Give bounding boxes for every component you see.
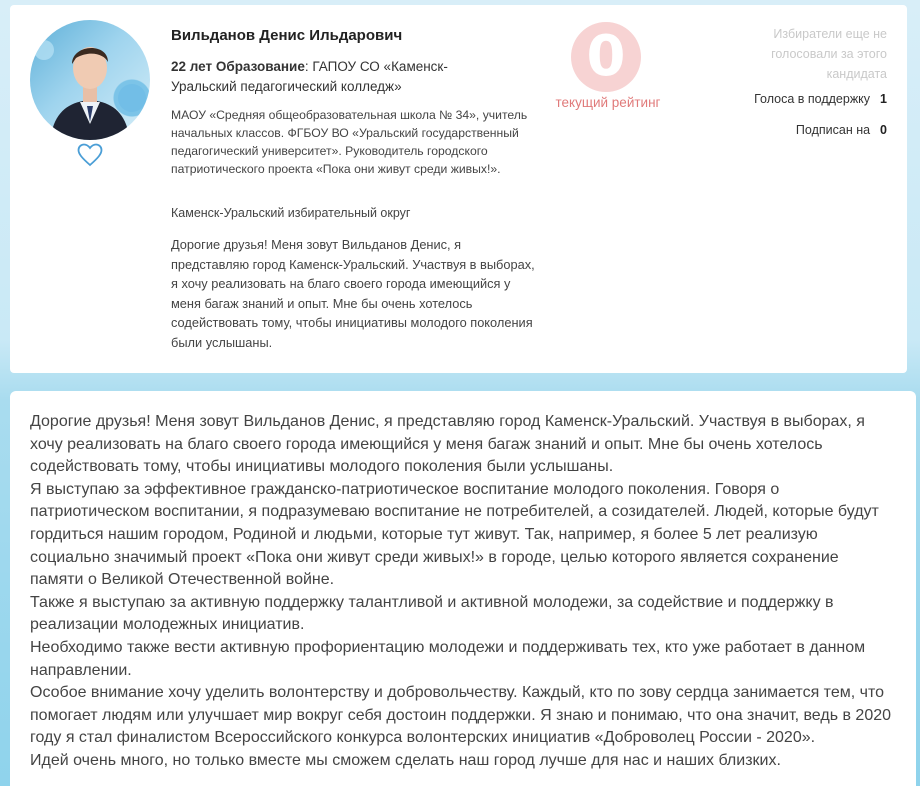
program-card bbox=[10, 391, 916, 786]
rating-label: текущий рейтинг bbox=[555, 95, 661, 110]
subscriptions bbox=[796, 123, 887, 137]
education-label: Образование bbox=[215, 59, 305, 74]
support-votes-label: Голоса в поддержку bbox=[754, 92, 871, 106]
candidate-card bbox=[10, 5, 907, 373]
program-paragraph: Я выступаю за эффективное гражданско-патриотическое воспитание молодого поколения. Говоря о патриотическом воспитании, я подразумеваю воспитание не потребителей, а созидателей. Людей, которые будут гордиться нашим городом, Родиной и людьми, которые тут живут. Так, например, я более 5 лет реализую социально значимый проект «Пока они живут среди живых!» в городе, целью которого является сохранение памяти о Великой Отечественной войне. bbox=[30, 480, 879, 589]
subscriptions-label: Подписан на bbox=[795, 123, 871, 137]
candidate-age: 22 лет bbox=[171, 59, 213, 74]
candidate-name: Вильданов Денис Ильдарович bbox=[171, 27, 403, 44]
candidate-bio: МАОУ «Средняя общеобразовательная школа № 34», учитель начальных классов. ФГБОУ ВО «Уральский государственный педагогический университет». Руководитель городского патриотического проекта «Пока они живут среди живых!». bbox=[171, 108, 528, 176]
candidate-district: Каменск-Уральский избирательный округ bbox=[171, 206, 411, 220]
program-paragraph: Особое внимание хочу уделить волонтерству и добровольчеству. Каждый, кто по зову сердца занимается тем, что помогает людям или улучшает мир вокруг себя достоин поддержки. Я знаю и понимаю, что она значит, ведь в 2020 году я стал финалистом Всероссийского конкурса волонтерских инициатив «Доброволец России - 2020». bbox=[30, 684, 892, 747]
education-value: : ГАПОУ СО «Каменск-Уральский педагогический колледж» bbox=[171, 59, 448, 94]
subscriptions-value: 0 bbox=[880, 123, 887, 137]
candidate-photo bbox=[30, 20, 150, 140]
program-paragraph: Дорогие друзья! Меня зовут Вильданов Денис, я представляю город Каменск-Уральский. Участвуя в выборах, я хочу реализовать на благо своего города имеющийся у меня багаж знаний и опыт. Мне бы очень хотелось содействовать тому, чтобы инициативы молодого поколения были услышаны. bbox=[30, 413, 865, 476]
candidate-education bbox=[171, 57, 511, 97]
program-paragraph: Необходимо также вести активную профориентацию молодежи и поддерживать тех, кто уже работает в данном направлении. bbox=[30, 638, 866, 679]
heart-outline-icon[interactable] bbox=[77, 143, 103, 167]
program-text bbox=[30, 411, 896, 773]
candidate-greeting: Дорогие друзья! Меня зовут Вильданов Денис, я представляю город Каменск-Уральский. Участвуя в выборах, я хочу реализовать на благо своего города имеющийся у меня багаж знаний и опыт. Мне бы очень хотелось содействовать тому, чтобы инициативы молодого поколения были услышаны. bbox=[171, 237, 535, 350]
program-paragraph: Также я выступаю за активную поддержку талантливой и активной молодежи, за содействие и поддержку в реализации молодежных инициатив. bbox=[30, 593, 834, 634]
support-votes bbox=[754, 92, 887, 106]
rating-badge bbox=[571, 22, 641, 92]
program-paragraph: Идей очень много, но только вместе мы сможем сделать наш город лучше для нас и наших близких. bbox=[30, 751, 781, 769]
support-votes-value: 1 bbox=[880, 92, 887, 106]
rating-value: 0 bbox=[586, 24, 626, 89]
no-votes-notice: Избиратели еще не голосовали за этого кандидата bbox=[771, 27, 887, 81]
candidate-photo-image bbox=[30, 20, 150, 140]
